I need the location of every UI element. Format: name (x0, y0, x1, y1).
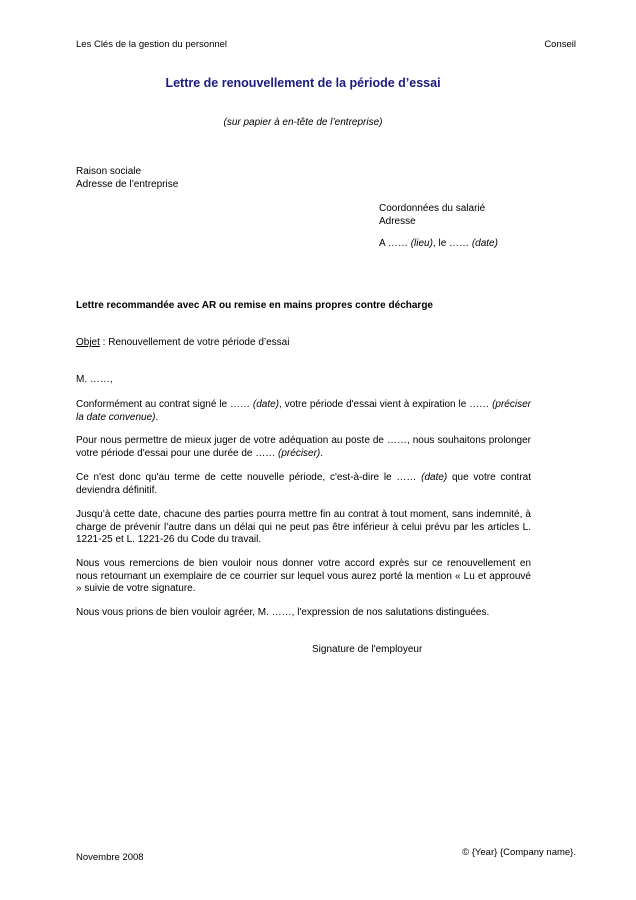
p1-end: . (155, 411, 159, 423)
place-prefix: A …… (379, 238, 411, 249)
p2-end: . (320, 447, 324, 459)
header-publication: Les Clés de la gestion du personnel (76, 39, 228, 50)
place-date-line (379, 238, 498, 251)
p1-text: Conformément au contrat signé le …… (76, 399, 253, 410)
p1-placeholder-date: (date) (252, 399, 280, 410)
object-label: Objet (76, 337, 100, 348)
p1-placeholder-convenue: (préciser la date convenue) (76, 399, 531, 423)
body-paragraph-1 (76, 399, 531, 424)
body-paragraph-6 (76, 607, 531, 620)
body-paragraph-4 (76, 509, 531, 547)
salutation: M. ……, (76, 374, 113, 385)
object-line (76, 337, 289, 350)
delivery-method: Lettre recommandée avec AR ou remise en mains propres contre décharge (76, 300, 433, 311)
body-paragraph-3 (76, 472, 531, 497)
p3-end: que votre contrat deviendra définitif. (76, 472, 531, 496)
document-subtitle: (sur papier à en-tête de l’entreprise) (223, 117, 383, 128)
sender-address: Adresse de l’entreprise (76, 178, 179, 190)
p3-text: Ce n'est donc qu'au terme de cette nouvelle période, c'est-à-dire le …… (76, 472, 422, 483)
place-placeholder: (lieu) (410, 238, 433, 249)
object-text: : Renouvellement de votre période d’essai (99, 337, 290, 348)
recipient-block (379, 203, 485, 228)
sender-block (76, 166, 178, 191)
p6-text: Nous vous prions de bien vouloir agréer, M. ……, l'expression de nos salutations distinguées. (76, 607, 490, 618)
p3-placeholder: (date) (421, 472, 448, 483)
p5-text: Nous vous remercions de bien vouloir nous donner votre accord exprès sur ce renouvellement en nous retournant un exemplaire de ce courrier sur lequel vous aurez porté la mention « Lu et approuvé » suivie de votre signature. (76, 558, 531, 594)
recipient-details: Coordonnées du salarié (379, 203, 486, 214)
header-category: Conseil (544, 39, 576, 50)
date-prefix: , le …… (432, 238, 472, 249)
footer-date: Novembre 2008 (76, 852, 144, 863)
p2-placeholder: (préciser) (278, 447, 321, 459)
recipient-address: Adresse (379, 215, 416, 227)
p4-text: Jusqu’à cette date, chacune des parties pourra mettre fin au contrat à tout moment, sans indemnité, à charge de prévenir l’autre dans un délai qui ne peut pas être inférieur à celui prévu par les articles L. 1221-25 et L. 1221-26 du Code du travail. (76, 509, 531, 545)
signature-line: Signature de l'employeur (312, 644, 423, 655)
document-title: Lettre de renouvellement de la période d’essai (165, 76, 441, 90)
sender-company-name: Raison sociale (76, 166, 142, 177)
p1-text-2: , votre période d'essai vient à expiration le …… (279, 399, 493, 410)
footer-copyright: © {Year} {Company name}. (462, 847, 576, 858)
date-placeholder: (date) (471, 238, 498, 249)
p2-text: Pour nous permettre de mieux juger de votre adéquation au poste de ……, nous souhaitons prolonger votre période d'essai pour une durée de …… (76, 435, 531, 459)
body-paragraph-2 (76, 435, 531, 460)
body-paragraph-5 (76, 558, 531, 596)
